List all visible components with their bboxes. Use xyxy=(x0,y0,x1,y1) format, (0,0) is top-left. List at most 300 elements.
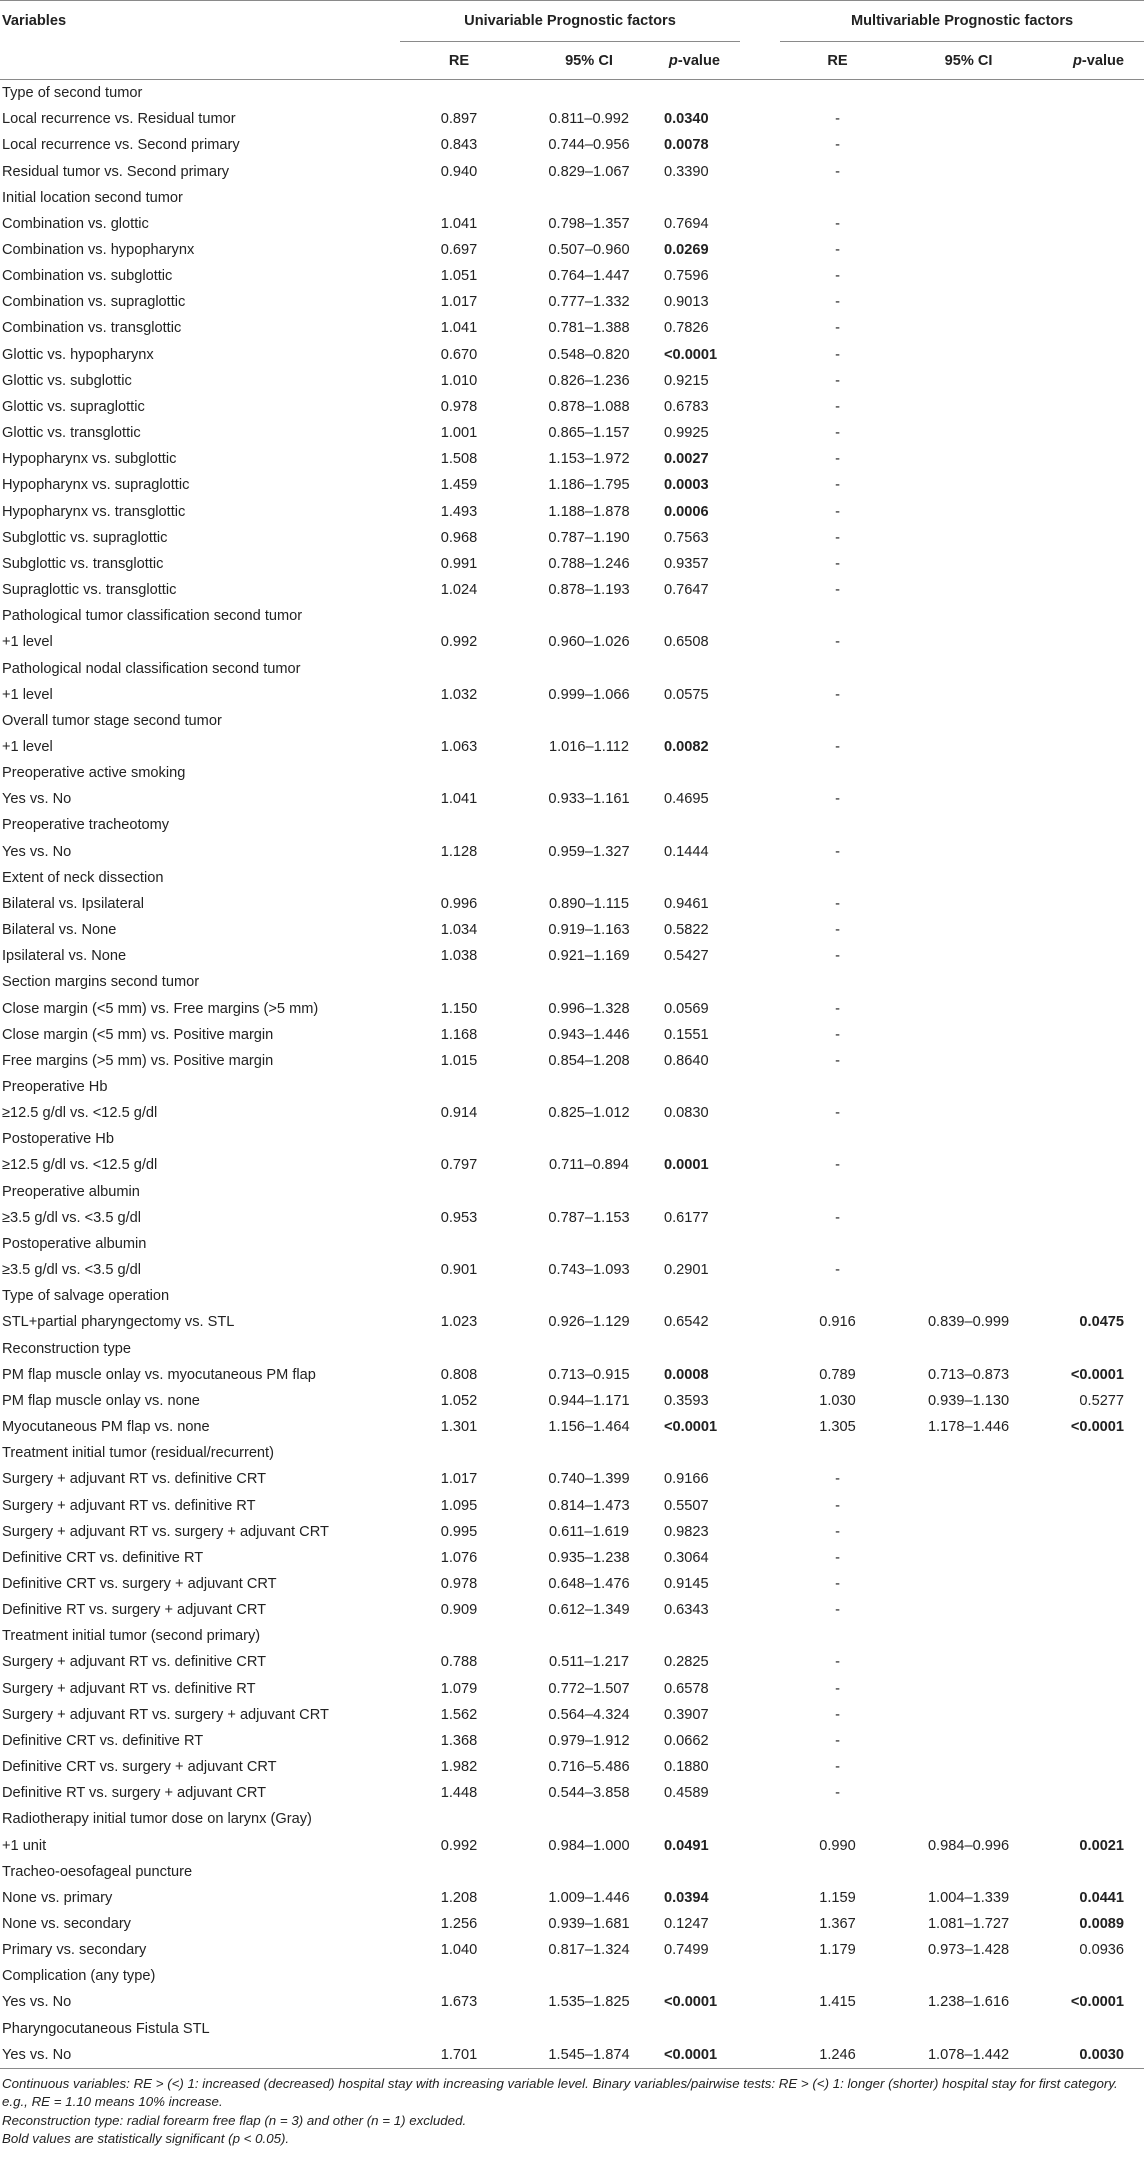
univariable-re-cell: 1.034 xyxy=(440,922,478,939)
variable-label: Combination vs. transglottic xyxy=(2,320,182,337)
univariable-p-cell: 0.0082 xyxy=(664,738,709,755)
variable-label: Local recurrence vs. Second primary xyxy=(2,137,240,154)
univariable-re-cell: 1.051 xyxy=(440,268,478,285)
table-row xyxy=(0,1545,1144,1571)
multivariable-p-cell xyxy=(1042,995,1144,1021)
univariable-ci-cell: 0.933–1.161 xyxy=(548,791,630,808)
multivariable-re-cell: - xyxy=(835,215,840,232)
univariable-ci-cell: 0.713–0.915 xyxy=(548,1366,630,1383)
univariable-p-cell: 0.0269 xyxy=(664,242,709,259)
univariable-p-cell: 0.5427 xyxy=(664,948,709,965)
multivariable-p-cell xyxy=(1042,1780,1144,1806)
variable-label: Glottic vs. transglottic xyxy=(2,425,141,442)
univariable-p-cell: 0.9823 xyxy=(664,1523,709,1540)
variable-label: Primary vs. secondary xyxy=(2,1942,147,1959)
multivariable-ci-cell xyxy=(895,237,1042,263)
variable-group-row xyxy=(0,1963,1144,1989)
univariable-p-cell: 0.9215 xyxy=(664,372,709,389)
univariable-ci-header: 95% CI xyxy=(518,42,660,80)
variable-label: Ipsilateral vs. None xyxy=(2,948,127,965)
multivariable-re-cell: - xyxy=(835,1471,840,1488)
multivariable-re-cell: - xyxy=(835,634,840,651)
table-row xyxy=(0,917,1144,943)
multivariable-re-cell: - xyxy=(835,1602,840,1619)
table-row xyxy=(0,2042,1144,2069)
multivariable-ci-cell: 0.939–1.130 xyxy=(927,1392,1010,1409)
univariable-p-cell: 0.0830 xyxy=(664,1105,709,1122)
univariable-p-cell: 0.4589 xyxy=(664,1785,709,1802)
table-row xyxy=(0,342,1144,368)
table-row xyxy=(0,263,1144,289)
univariable-p-cell: 0.9925 xyxy=(664,425,709,442)
variable-label: Bilateral vs. Ipsilateral xyxy=(2,895,144,912)
multivariable-ci-cell: 0.713–0.873 xyxy=(927,1366,1010,1383)
multivariable-ci-cell xyxy=(895,1728,1042,1754)
multivariable-re-cell: - xyxy=(835,1209,840,1226)
multivariable-p-header: p-value xyxy=(1042,42,1144,80)
univariable-ci-cell: 0.829–1.067 xyxy=(548,163,630,180)
table-row xyxy=(0,839,1144,865)
multivariable-p-cell xyxy=(1042,525,1144,551)
table-row xyxy=(0,289,1144,315)
variable-group-row xyxy=(0,2016,1144,2042)
variable-group-row xyxy=(0,1126,1144,1152)
variable-group-row xyxy=(0,1440,1144,1466)
univariable-re-cell: 1.301 xyxy=(440,1419,478,1436)
table-row xyxy=(0,315,1144,341)
multivariable-ci-cell xyxy=(895,525,1042,551)
multivariable-re-cell: 0.916 xyxy=(819,1314,856,1331)
univariable-re-cell: 1.168 xyxy=(440,1026,478,1043)
univariable-ci-cell: 0.743–1.093 xyxy=(548,1262,630,1279)
univariable-p-cell: 0.9145 xyxy=(664,1575,709,1592)
multivariable-re-cell: - xyxy=(835,268,840,285)
variable-label: Definitive CRT vs. surgery + adjuvant CRT xyxy=(2,1759,277,1776)
multivariable-ci-cell xyxy=(895,211,1042,237)
univariable-re-cell: 0.992 xyxy=(440,634,478,651)
table-row xyxy=(0,1571,1144,1597)
table-row xyxy=(0,629,1144,655)
variable-group-label: Treatment initial tumor (residual/recurrent) xyxy=(2,1445,274,1462)
univariable-p-cell: 0.5822 xyxy=(664,922,709,939)
multivariable-ci-cell xyxy=(895,1571,1042,1597)
multivariable-p-cell xyxy=(1042,1649,1144,1675)
univariable-p-cell: 0.0003 xyxy=(664,477,709,494)
multivariable-ci-cell: 1.078–1.442 xyxy=(895,2042,1042,2069)
univariable-re-cell: 0.978 xyxy=(440,1575,478,1592)
univariable-p-cell: 0.7596 xyxy=(664,268,709,285)
univariable-ci-cell: 0.781–1.388 xyxy=(548,320,630,337)
univariable-ci-cell: 0.612–1.349 xyxy=(548,1602,630,1619)
multivariable-re-cell: - xyxy=(835,686,840,703)
univariable-re-cell: 1.459 xyxy=(440,477,478,494)
multivariable-re-cell: - xyxy=(835,1000,840,1017)
variable-group-label: Pharyngocutaneous Fistula STL xyxy=(2,2020,210,2037)
univariable-re-cell: 1.063 xyxy=(440,738,478,755)
table-row xyxy=(0,1911,1144,1937)
table-row xyxy=(0,1152,1144,1178)
table-row xyxy=(0,891,1144,917)
univariable-p-cell: 0.0340 xyxy=(664,111,709,128)
variables-header: Variables xyxy=(0,1,400,42)
multivariable-ci-cell xyxy=(895,263,1042,289)
multivariable-ci-cell: 1.004–1.339 xyxy=(927,1889,1010,1906)
univariable-re-cell: 1.095 xyxy=(440,1497,478,1514)
table-row xyxy=(0,1728,1144,1754)
univariable-re-cell: 1.256 xyxy=(440,1916,478,1933)
variable-label: Supraglottic vs. transglottic xyxy=(2,582,177,599)
univariable-p-cell: 0.6343 xyxy=(664,1602,709,1619)
univariable-p-cell: 0.1551 xyxy=(664,1026,709,1043)
univariable-ci-cell: 0.811–0.992 xyxy=(548,111,630,128)
multivariable-re-cell: - xyxy=(835,346,840,363)
multivariable-ci-cell xyxy=(895,1152,1042,1178)
univariable-re-cell: 1.010 xyxy=(440,372,478,389)
univariable-ci-cell: 0.777–1.332 xyxy=(548,294,630,311)
univariable-p-cell: 0.3390 xyxy=(664,163,709,180)
multivariable-p-cell xyxy=(1042,1754,1144,1780)
multivariable-re-cell: - xyxy=(835,922,840,939)
univariable-re-cell: 0.940 xyxy=(440,163,478,180)
univariable-p-cell: 0.6508 xyxy=(664,634,709,651)
multivariable-ci-cell xyxy=(895,943,1042,969)
table-row xyxy=(0,472,1144,498)
multivariable-re-cell: - xyxy=(835,1549,840,1566)
variable-label: ≥12.5 g/dl vs. <12.5 g/dl xyxy=(2,1157,158,1174)
multivariable-p-cell xyxy=(1042,1152,1144,1178)
multivariable-re-cell: - xyxy=(835,529,840,546)
multivariable-re-cell: - xyxy=(835,425,840,442)
table-row xyxy=(0,1466,1144,1492)
variable-label: Definitive RT vs. surgery + adjuvant CRT xyxy=(2,1785,267,1802)
multivariable-p-cell xyxy=(1042,1519,1144,1545)
multivariable-p-cell xyxy=(1042,1022,1144,1048)
univariable-re-cell: 0.914 xyxy=(440,1105,478,1122)
multivariable-ci-cell xyxy=(895,577,1042,603)
univariable-p-cell: 0.1444 xyxy=(664,843,709,860)
multivariable-p-cell xyxy=(1042,472,1144,498)
variable-group-label: Postoperative albumin xyxy=(2,1235,147,1252)
multivariable-re-cell: - xyxy=(835,1523,840,1540)
table-row xyxy=(0,1780,1144,1806)
variable-group-row xyxy=(0,185,1144,211)
multivariable-re-cell: - xyxy=(835,1497,840,1514)
multivariable-re-cell: - xyxy=(835,1785,840,1802)
variable-group-row xyxy=(0,80,1144,107)
univariable-p-cell: 0.0491 xyxy=(664,1837,709,1854)
univariable-ci-cell: 0.648–1.476 xyxy=(548,1575,630,1592)
variable-label: Local recurrence vs. Residual tumor xyxy=(2,111,236,128)
univariable-p-cell: 0.7499 xyxy=(664,1942,709,1959)
multivariable-ci-cell xyxy=(895,1702,1042,1728)
footnote: Bold values are statistically significant (p < 0.05). xyxy=(2,2131,290,2147)
multivariable-p-cell xyxy=(1042,1257,1144,1283)
multivariable-re-cell: - xyxy=(835,1052,840,1069)
univariable-ci-cell: 0.787–1.190 xyxy=(548,529,630,546)
multivariable-re-cell: 1.305 xyxy=(819,1419,856,1436)
univariable-ci-cell: 0.611–1.619 xyxy=(548,1523,630,1540)
multivariable-ci-cell: 1.238–1.616 xyxy=(927,1994,1010,2011)
variable-group-row xyxy=(0,1336,1144,1362)
univariable-re-cell: 1.208 xyxy=(440,1889,478,1906)
univariable-re-cell: 1.017 xyxy=(440,294,478,311)
table-row xyxy=(0,1414,1144,1440)
variable-label: STL+partial pharyngectomy vs. STL xyxy=(2,1314,235,1331)
variable-label: Definitive CRT vs. definitive RT xyxy=(2,1732,204,1749)
multivariable-group-header: Multivariable Prognostic factors xyxy=(780,1,1144,42)
univariable-re-cell: 0.968 xyxy=(440,529,478,546)
univariable-ci-cell: 0.944–1.171 xyxy=(548,1392,630,1409)
univariable-ci-cell: 0.959–1.327 xyxy=(548,843,630,860)
univariable-p-cell: <0.0001 xyxy=(664,346,718,363)
multivariable-ci-cell xyxy=(895,734,1042,760)
table-row xyxy=(0,132,1144,158)
multivariable-ci-cell xyxy=(895,786,1042,812)
univariable-re-cell: 1.032 xyxy=(440,686,478,703)
univariable-ci-cell: 0.817–1.324 xyxy=(548,1942,630,1959)
univariable-re-cell: 0.797 xyxy=(440,1157,478,1174)
univariable-ci-cell: 1.016–1.112 xyxy=(548,738,630,755)
univariable-p-cell: 0.0575 xyxy=(664,686,709,703)
multivariable-p-cell xyxy=(1042,629,1144,655)
table-row xyxy=(0,1022,1144,1048)
multivariable-p-cell: <0.0001 xyxy=(1070,1419,1125,1436)
multivariable-re-cell: - xyxy=(835,555,840,572)
univariable-ci-cell: 0.825–1.012 xyxy=(548,1105,630,1122)
multivariable-re-cell: - xyxy=(835,372,840,389)
univariable-p-cell: 0.6783 xyxy=(664,398,709,415)
variable-label: Surgery + adjuvant RT vs. surgery + adjuvant CRT xyxy=(2,1523,329,1540)
table-row xyxy=(0,1257,1144,1283)
variable-label: Glottic vs. hypopharynx xyxy=(2,346,154,363)
table-row xyxy=(0,1048,1144,1074)
univariable-re-cell: 1.128 xyxy=(440,843,478,860)
multivariable-re-cell: - xyxy=(835,477,840,494)
multivariable-p-cell: <0.0001 xyxy=(1070,1366,1125,1383)
multivariable-re-cell: - xyxy=(835,163,840,180)
univariable-ci-cell: 1.535–1.825 xyxy=(548,1994,630,2011)
variable-label: Surgery + adjuvant RT vs. definitive RT xyxy=(2,1497,256,1514)
univariable-p-cell: 0.3907 xyxy=(664,1706,709,1723)
table-row xyxy=(0,734,1144,760)
variable-group-label: Type of salvage operation xyxy=(2,1288,170,1305)
multivariable-p-cell xyxy=(1042,1728,1144,1754)
multivariable-ci-cell xyxy=(895,446,1042,472)
multivariable-re-cell: - xyxy=(835,1706,840,1723)
multivariable-p-cell xyxy=(1042,786,1144,812)
univariable-re-cell: 0.788 xyxy=(440,1654,478,1671)
univariable-re-cell: 1.041 xyxy=(440,320,478,337)
univariable-p-cell: <0.0001 xyxy=(660,2042,740,2069)
variable-label: +1 level xyxy=(2,738,53,755)
univariable-p-header: p-value xyxy=(660,42,740,80)
multivariable-ci-cell xyxy=(895,1048,1042,1074)
multivariable-ci-cell xyxy=(895,917,1042,943)
univariable-p-cell: 0.2901 xyxy=(664,1262,709,1279)
multivariable-ci-header: 95% CI xyxy=(895,42,1042,80)
multivariable-ci-cell xyxy=(895,1780,1042,1806)
variable-group-label: Reconstruction type xyxy=(2,1340,131,1357)
table-row xyxy=(0,211,1144,237)
univariable-p-cell: 0.9461 xyxy=(664,895,709,912)
univariable-p-cell: 0.0569 xyxy=(664,1000,709,1017)
univariable-p-cell: 0.0027 xyxy=(664,451,709,468)
table-row xyxy=(0,1205,1144,1231)
multivariable-p-cell xyxy=(1042,132,1144,158)
univariable-ci-cell: 0.979–1.912 xyxy=(548,1732,630,1749)
header-row-columns xyxy=(0,42,1144,80)
univariable-ci-cell: 0.772–1.507 xyxy=(548,1680,630,1697)
univariable-p-cell: 0.3064 xyxy=(664,1549,709,1566)
multivariable-ci-cell xyxy=(895,1205,1042,1231)
variable-label: Definitive CRT vs. surgery + adjuvant CRT xyxy=(2,1575,277,1592)
variable-group-row xyxy=(0,865,1144,891)
variable-group-row xyxy=(0,1806,1144,1832)
univariable-ci-cell: 0.544–3.858 xyxy=(548,1785,630,1802)
univariable-p-cell: 0.3593 xyxy=(664,1392,709,1409)
multivariable-p-cell xyxy=(1042,917,1144,943)
table-footnotes xyxy=(0,2069,1144,2149)
multivariable-p-cell xyxy=(1042,1466,1144,1492)
univariable-ci-cell: 1.545–1.874 xyxy=(518,2042,660,2069)
variable-label: Subglottic vs. transglottic xyxy=(2,555,164,572)
univariable-p-cell: 0.0008 xyxy=(664,1366,709,1383)
multivariable-p-cell xyxy=(1042,682,1144,708)
multivariable-ci-cell xyxy=(895,1597,1042,1623)
univariable-ci-cell: 0.798–1.357 xyxy=(548,215,630,232)
univariable-p-cell: <0.0001 xyxy=(664,1419,718,1436)
variable-group-label: Overall tumor stage second tumor xyxy=(2,712,222,729)
univariable-ci-cell: 0.744–0.956 xyxy=(548,137,630,154)
univariable-re-cell: 1.493 xyxy=(440,503,478,520)
multivariable-re-cell: - xyxy=(835,242,840,259)
multivariable-re-cell: - xyxy=(835,111,840,128)
univariable-ci-cell: 0.764–1.447 xyxy=(548,268,630,285)
table-row xyxy=(0,446,1144,472)
table-row xyxy=(0,1649,1144,1675)
univariable-re-cell: 1.040 xyxy=(440,1942,478,1959)
univariable-re-cell: 0.991 xyxy=(440,555,478,572)
univariable-re-cell: 1.673 xyxy=(440,1994,478,2011)
univariable-re-cell: 1.982 xyxy=(440,1759,478,1776)
multivariable-re-cell: - xyxy=(835,948,840,965)
multivariable-re-cell: - xyxy=(835,294,840,311)
univariable-group-header: Univariable Prognostic factors xyxy=(400,1,740,42)
univariable-re-cell: 1.701 xyxy=(400,2042,518,2069)
variable-group-row xyxy=(0,1179,1144,1205)
table-row xyxy=(0,394,1144,420)
univariable-p-cell: 0.6578 xyxy=(664,1680,709,1697)
univariable-p-cell: 0.0662 xyxy=(664,1732,709,1749)
variable-group-label: Postoperative Hb xyxy=(2,1131,114,1148)
univariable-p-cell: <0.0001 xyxy=(664,1994,718,2011)
table-row xyxy=(0,577,1144,603)
multivariable-p-cell: 0.0021 xyxy=(1079,1837,1125,1854)
multivariable-re-cell: - xyxy=(835,1732,840,1749)
multivariable-ci-cell xyxy=(895,1519,1042,1545)
variable-label: Free margins (>5 mm) vs. Positive margin xyxy=(2,1052,274,1069)
variable-label: Surgery + adjuvant RT vs. definitive CRT xyxy=(2,1471,267,1488)
variable-label: Yes vs. No xyxy=(0,2042,400,2069)
multivariable-p-cell xyxy=(1042,289,1144,315)
univariable-ci-cell: 0.711–0.894 xyxy=(548,1157,630,1174)
multivariable-ci-cell xyxy=(895,132,1042,158)
multivariable-p-cell xyxy=(1042,943,1144,969)
variable-label: PM flap muscle onlay vs. myocutaneous PM flap xyxy=(2,1366,316,1383)
multivariable-re-cell: - xyxy=(835,1654,840,1671)
multivariable-re-cell: - xyxy=(835,320,840,337)
univariable-ci-cell: 1.188–1.878 xyxy=(548,503,630,520)
multivariable-ci-cell: 0.973–1.428 xyxy=(927,1942,1010,1959)
variable-label: ≥12.5 g/dl vs. <12.5 g/dl xyxy=(2,1105,158,1122)
multivariable-ci-cell xyxy=(895,891,1042,917)
table-row xyxy=(0,786,1144,812)
variable-label: +1 level xyxy=(2,634,53,651)
multivariable-ci-cell xyxy=(895,629,1042,655)
multivariable-p-cell: 0.0089 xyxy=(1079,1916,1125,1933)
variable-label: None vs. primary xyxy=(2,1889,113,1906)
footnote: Reconstruction type: radial forearm free flap (n = 3) and other (n = 1) excluded. xyxy=(2,2112,467,2128)
multivariable-ci-cell xyxy=(895,420,1042,446)
multivariable-p-cell xyxy=(1042,1100,1144,1126)
table-row xyxy=(0,1676,1144,1702)
multivariable-re-cell: - xyxy=(835,137,840,154)
univariable-re-cell: 0.897 xyxy=(440,111,478,128)
multivariable-p-cell xyxy=(1042,1492,1144,1518)
variable-label: None vs. secondary xyxy=(2,1916,131,1933)
multivariable-re-cell: - xyxy=(835,1026,840,1043)
variable-label: Combination vs. supraglottic xyxy=(2,294,186,311)
univariable-re-cell: 1.017 xyxy=(440,1471,478,1488)
variable-label: +1 level xyxy=(2,686,53,703)
univariable-p-cell: 0.9166 xyxy=(664,1471,709,1488)
multivariable-ci-cell: 1.178–1.446 xyxy=(927,1419,1010,1436)
variable-label: Yes vs. No xyxy=(2,1994,72,2011)
variable-label: PM flap muscle onlay vs. none xyxy=(2,1392,200,1409)
multivariable-p-cell xyxy=(1042,1597,1144,1623)
variable-label: Yes vs. No xyxy=(2,791,72,808)
variable-label: Hypopharynx vs. supraglottic xyxy=(2,477,190,494)
univariable-re-cell: 0.953 xyxy=(440,1209,478,1226)
univariable-re-cell: 1.076 xyxy=(440,1549,478,1566)
univariable-re-cell: 1.079 xyxy=(440,1680,478,1697)
multivariable-p-cell xyxy=(1042,237,1144,263)
multivariable-re-cell: - xyxy=(835,738,840,755)
multivariable-ci-cell xyxy=(895,1257,1042,1283)
variable-label: Surgery + adjuvant RT vs. definitive CRT xyxy=(2,1654,267,1671)
multivariable-ci-cell xyxy=(895,315,1042,341)
variable-label: Yes vs. No xyxy=(2,843,72,860)
univariable-p-cell: 0.0394 xyxy=(664,1889,709,1906)
univariable-p-cell: 0.9013 xyxy=(664,294,709,311)
table-row xyxy=(0,682,1144,708)
variable-group-label: Tracheo-oesofageal puncture xyxy=(2,1863,193,1880)
univariable-p-cell: 0.2825 xyxy=(664,1654,709,1671)
univariable-re-cell: 0.808 xyxy=(440,1366,478,1383)
multivariable-p-cell: 0.0475 xyxy=(1079,1314,1125,1331)
table-row xyxy=(0,995,1144,1021)
multivariable-p-cell xyxy=(1042,839,1144,865)
multivariable-ci-cell: 0.984–0.996 xyxy=(927,1837,1010,1854)
univariable-ci-cell: 1.153–1.972 xyxy=(548,451,630,468)
table-row xyxy=(0,1492,1144,1518)
univariable-ci-cell: 0.548–0.820 xyxy=(548,346,630,363)
univariable-ci-cell: 0.740–1.399 xyxy=(548,1471,630,1488)
univariable-p-cell: 0.1247 xyxy=(664,1916,709,1933)
multivariable-re-cell: - xyxy=(835,1575,840,1592)
multivariable-re-cell: - xyxy=(835,503,840,520)
univariable-ci-cell: 0.788–1.246 xyxy=(548,555,630,572)
